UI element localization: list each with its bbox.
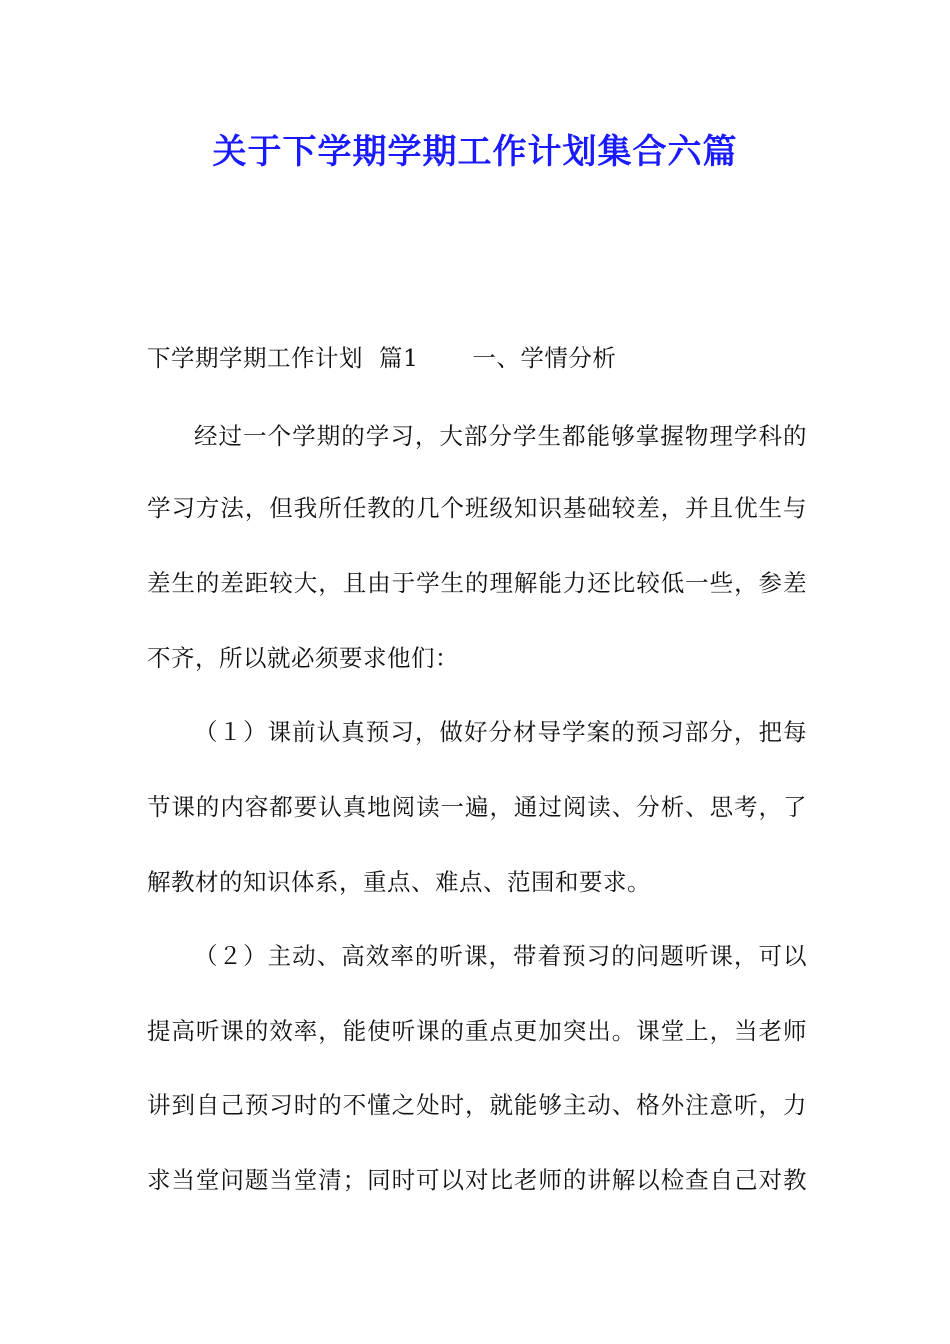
paragraph-line: 讲到自己预习时的不懂之处时，就能够主动、格外注意听，力: [147, 1091, 807, 1119]
paragraph-line: 提高听课的效率，能使听课的重点更加突出。课堂上，当老师: [147, 1017, 807, 1045]
document-title: 关于下学期学期工作计划集合六篇: [212, 132, 738, 172]
paragraph-line: 不齐，所以就必须要求他们：: [147, 644, 459, 672]
paragraph-line: 节课的内容都要认真地阅读一遍，通过阅读、分析、思考，了: [147, 793, 807, 821]
section-heading-part1: 下学期学期工作计划 篇1: [147, 344, 419, 372]
paragraph-line: 学习方法，但我所任教的几个班级知识基础较差，并且优生与: [147, 494, 807, 522]
paragraph-line: 解教材的知识体系，重点、难点、范围和要求。: [147, 868, 651, 896]
paragraph-line: 求当堂问题当堂清；同时可以对比老师的讲解以检查自己对教: [147, 1166, 807, 1194]
paragraph-line: 差生的差距较大，且由于学生的理解能力还比较低一些，参差: [147, 569, 807, 597]
section-heading-part2: 一、学情分析: [472, 344, 617, 372]
paragraph-line: （１）课前认真预习，做好分材导学案的预习部分，把每: [194, 718, 807, 746]
section-heading: [147, 341, 807, 375]
paragraph-line: 经过一个学期的学习，大部分学生都能够掌握物理学科的: [194, 422, 807, 450]
paragraph-line: （２）主动、高效率的听课，带着预习的问题听课，可以: [194, 942, 807, 970]
